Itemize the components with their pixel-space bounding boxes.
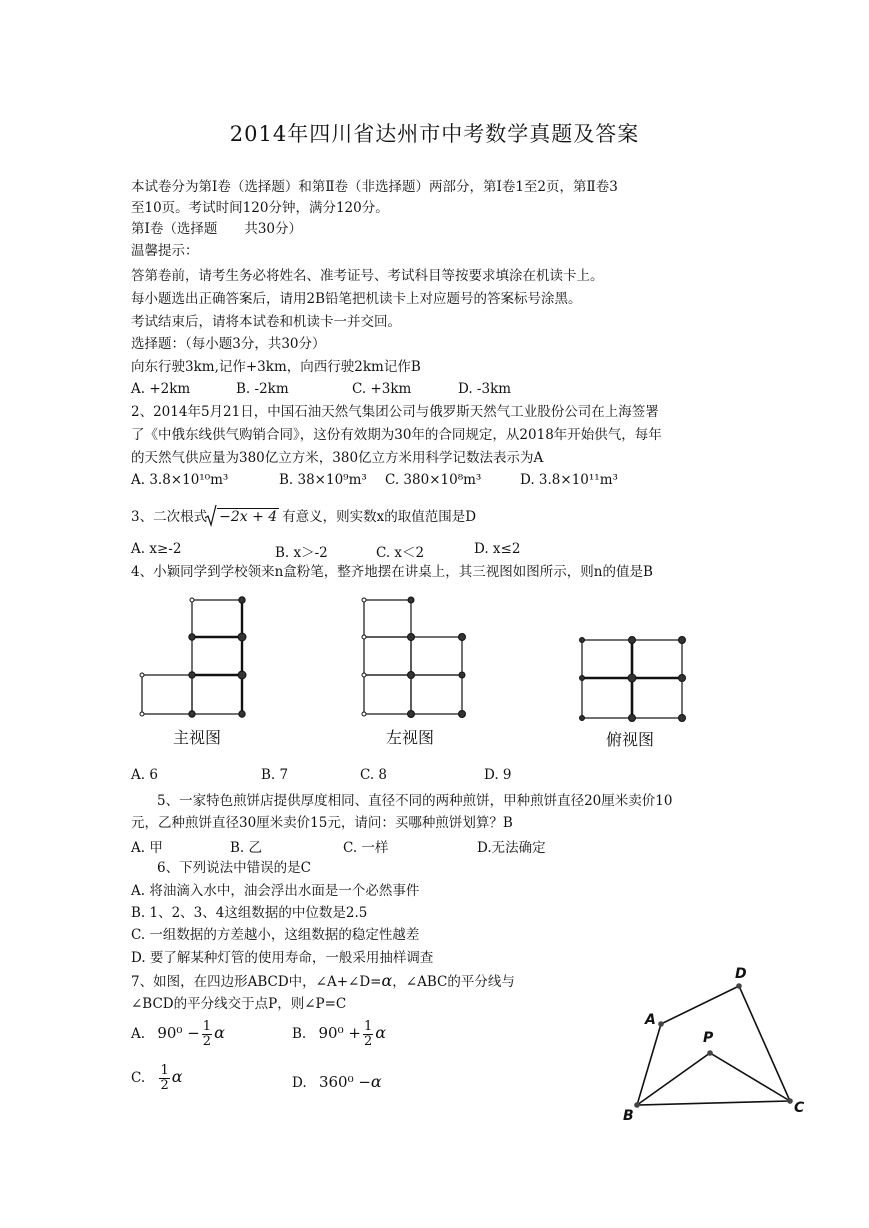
- q7-line-1-pre: 7、如图，在四边形ABCD中，∠A+∠D=: [131, 974, 382, 990]
- radical-sign-icon: [205, 505, 217, 527]
- q7-line-2: ∠BCD的平分线交于点P，则∠P=C: [131, 996, 347, 1012]
- q1-stem: 向东行驶3km,记作+3km，向西行驶2km记作B: [131, 359, 421, 375]
- q7-alpha: α: [381, 971, 393, 990]
- q7-line-1: [131, 972, 515, 991]
- front-view-grid: [142, 600, 242, 714]
- q7-option-d: [292, 1072, 382, 1091]
- q4-three-views-figure: [130, 590, 710, 760]
- q3-option-a: A. x≥-2: [131, 541, 182, 557]
- q7-option-c-alpha: α: [171, 1067, 183, 1086]
- q7-option-c-label: C.: [131, 1070, 146, 1086]
- q4-stem: 4、小颖同学到学校领来n盒粉笔，整齐地摆在讲桌上，其三视图如图所示，则n的值是B: [131, 564, 653, 580]
- q5-option-d: D.无法确定: [477, 840, 546, 856]
- front-view-line-accent: [192, 600, 242, 714]
- front-view-label: 主视图: [173, 728, 222, 747]
- q2-option-b: B. 38×10⁹m³: [279, 472, 367, 488]
- frac-denominator: 2: [202, 1034, 212, 1049]
- q5-line-1: 5、一家特色煎饼店提供厚度相同、直径不同的两种煎饼，甲种煎饼直径20厘米卖价10: [157, 793, 673, 809]
- q3-option-c: C. x＜2: [376, 545, 425, 561]
- intro-line-1: 本试卷分为第Ⅰ卷（选择题）和第Ⅱ卷（非选择题）两部分，第Ⅰ卷1至2页，第Ⅱ卷3: [131, 179, 618, 195]
- q5-line-2: 元，乙种煎饼直径30厘米卖价15元，请问：买哪种煎饼划算？B: [131, 815, 513, 831]
- q7-option-b-fraction: [363, 1020, 373, 1049]
- q6-option-c: C. 一组数据的方差越小，这组数据的稳定性越差: [131, 927, 420, 943]
- q7-line-1-post: ，∠ABC的平分线与: [392, 974, 515, 990]
- tip-1: 答第卷前，请考生务必将姓名、准考证号、考试科目等按要求填涂在机读卡上。: [131, 268, 604, 284]
- left-view-dots: [362, 597, 466, 718]
- q7-option-b-label: B.: [292, 1026, 307, 1042]
- frac-numerator: 1: [160, 1063, 169, 1078]
- q3-stem: [131, 508, 476, 526]
- point-a-label: A: [645, 1012, 656, 1028]
- q4-option-d: D. 9: [484, 767, 512, 783]
- q1-option-a: A. +2km: [131, 381, 191, 397]
- q5-option-a: A. 甲: [131, 840, 163, 856]
- point-c-label: C: [794, 1100, 805, 1116]
- top-view-label: 俯视图: [606, 730, 655, 749]
- frac-numerator: 1: [202, 1019, 212, 1034]
- frac-denominator: 2: [363, 1034, 373, 1049]
- q6-option-a: A. 将油滴入水中，油会浮出水面是一个必然事件: [131, 883, 420, 899]
- tips-heading: 温馨提示：: [131, 243, 199, 259]
- section-heading: 选择题：（每小题3分，共30分）: [131, 336, 326, 352]
- q3-radicand: −2x + 4: [219, 509, 278, 525]
- left-view-grid: [364, 600, 462, 714]
- q4-option-a: A. 6: [131, 767, 158, 783]
- q1-option-c: C. +3km: [352, 381, 412, 397]
- q2-line-3: 的天然气供应量为380亿立方米，380亿立方米用科学记数法表示为A: [131, 450, 544, 466]
- q5-option-b: B. 乙: [230, 840, 263, 856]
- q5-option-c: C. 一样: [343, 840, 389, 856]
- q7-option-c-fraction: [159, 1064, 169, 1093]
- quadrilateral-edges: [637, 986, 790, 1105]
- q7-option-a-alpha: α: [214, 1023, 225, 1042]
- part-one-heading: 第Ⅰ卷（选择题 共30分）: [131, 221, 303, 237]
- q2-option-c: C. 380×10⁸m³: [385, 472, 482, 488]
- q7-option-d-alpha: α: [370, 1072, 382, 1091]
- q7-option-a-value: 90⁰ −: [157, 1024, 200, 1042]
- left-view-label: 左视图: [386, 728, 435, 747]
- q7-option-a-label: A.: [131, 1026, 146, 1042]
- q2-option-a: A. 3.8×10¹⁰m³: [131, 472, 229, 488]
- q3-option-d: D. x≤2: [474, 541, 521, 557]
- front-view-dots: [140, 597, 246, 717]
- q7-option-b-alpha: α: [375, 1023, 387, 1042]
- tip-2: 每小题选出正确答案后，请用2B铅笔把机读卡上对应题号的答案标号涂黑。: [131, 291, 582, 307]
- q3-stem-post: 有意义，则实数x的取值范围是D: [282, 509, 477, 525]
- q2-line-2: 了《中俄东线供气购销合同》，这份有效期为30年的合同规定，从2018年开始供气，每年: [131, 427, 662, 443]
- frac-numerator: 1: [363, 1019, 373, 1034]
- q7-option-a-fraction: [202, 1020, 212, 1049]
- q1-option-d: D. -3km: [458, 381, 512, 397]
- q7-option-d-value: 360⁰ −: [318, 1073, 371, 1091]
- q4-option-b: B. 7: [261, 767, 289, 783]
- q2-option-d: D. 3.8×10¹¹m³: [520, 472, 618, 488]
- q7-option-b: [292, 1020, 386, 1049]
- point-p-label: P: [703, 1030, 714, 1046]
- q3-radical: [207, 508, 279, 526]
- q3-stem-pre: 3、二次根式: [131, 509, 208, 525]
- q1-option-b: B. -2km: [236, 381, 289, 397]
- q7-option-a: [131, 1020, 225, 1049]
- point-b-label: B: [623, 1108, 634, 1124]
- q6-option-d: D. 要了解某种灯管的使用寿命，一般采用抽样调查: [131, 950, 434, 966]
- q6-option-b: B. 1、2、3、4这组数据的中位数是2.5: [131, 905, 368, 921]
- tip-3: 考试结束后，请将本试卷和机读卡一并交回。: [131, 314, 401, 330]
- point-d-label: D: [735, 966, 747, 982]
- q7-option-d-label: D.: [292, 1075, 307, 1091]
- q6-stem: 6、下列说法中错误的是C: [157, 860, 311, 876]
- q2-line-1: 2、2014年5月21日，中国石油天然气集团公司与俄罗斯天然气工业股份公司在上海签署: [131, 404, 659, 420]
- q7-option-b-value: 90⁰ +: [318, 1024, 361, 1042]
- q7-quadrilateral-figure: [615, 960, 815, 1130]
- q3-option-b: B. x＞-2: [275, 545, 328, 561]
- q4-option-c: C. 8: [360, 767, 388, 783]
- intro-line-2: 至10页。考试时间120分钟，满分120分。: [131, 200, 389, 216]
- page-title: 2014年四川省达州市中考数学真题及答案: [229, 122, 640, 146]
- frac-denominator: 2: [160, 1078, 169, 1093]
- q7-option-c: [131, 1064, 183, 1093]
